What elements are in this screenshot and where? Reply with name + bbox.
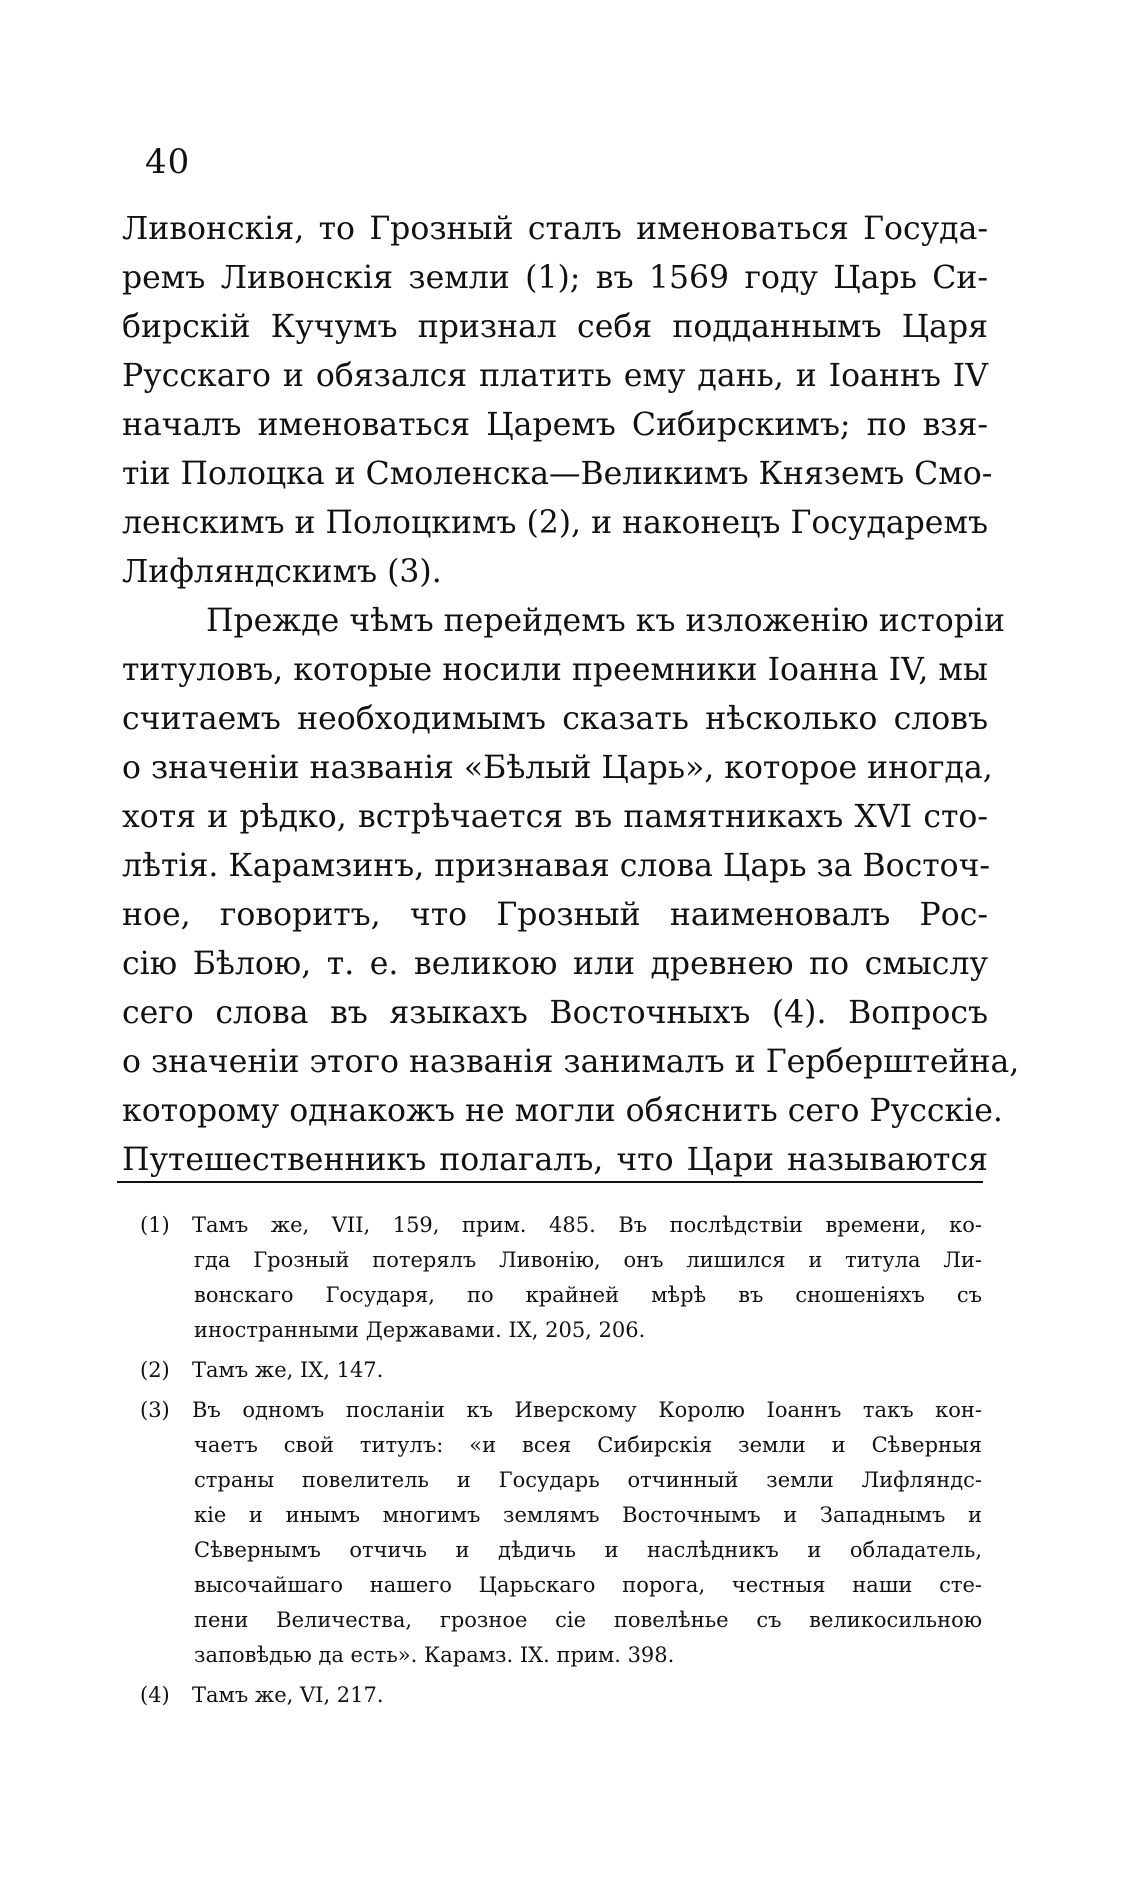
body-line: Русскаго и обязался платить ему дань, и Іоаннъ IV: [122, 358, 988, 394]
footnote-divider: [117, 1181, 983, 1183]
footnote: [140, 1353, 982, 1388]
footnote-line: страны повелитель и Государь отчинный земли Лифляндс-: [194, 1468, 982, 1492]
footnote-line: вонскаго Государя, по крайней мѣрѣ въ сношеніяхъ съ: [194, 1283, 982, 1307]
body-line: сію Бѣлою, т. е. великою или древнею по смыслу: [122, 946, 988, 982]
body-line: началъ именоваться Царемъ Сибирскимъ; по взя-: [122, 407, 988, 443]
footnote-line: гда Грозный потерялъ Ливонію, онъ лишился и титула Ли-: [194, 1248, 982, 1272]
footnote-number: (1): [140, 1213, 170, 1237]
footnotes: [140, 1208, 982, 1718]
body-line: тіи Полоцка и Смоленска—Великимъ Княземъ Смо-: [122, 456, 993, 492]
footnote: [140, 1393, 982, 1673]
body-line: Прежде чѣмъ перейдемъ къ изложенію исторіи: [206, 603, 1005, 639]
body-line: Ливонскія, то Грозный сталъ именоваться Госуда-: [122, 211, 988, 247]
footnote-line: Сѣвернымъ отчичь и дѣдичь и наслѣдникъ и обладатель,: [194, 1538, 982, 1562]
body-line: которому однакожъ не могли обяснить сего Русскіе.: [122, 1093, 1003, 1129]
body-line: сего слова въ языкахъ Восточныхъ (4). Вопросъ: [122, 995, 988, 1031]
body-line: ное, говоритъ, что Грозный наименовалъ Рос-: [122, 897, 988, 933]
footnote-line: заповѣдью да есть». Карамз. IX. прим. 398.: [194, 1643, 675, 1667]
footnote-line: Въ одномъ посланіи къ Иверскому Королю Іоаннъ такъ кон-: [192, 1398, 982, 1422]
footnote-line: чаетъ свой титулъ: «и всея Сибирскія земли и Сѣверныя: [194, 1433, 982, 1457]
body-line: Путешественникъ полагалъ, что Цари называются: [122, 1142, 988, 1178]
footnote: [140, 1678, 982, 1713]
footnote-line: Тамъ же, IX, 147.: [192, 1358, 384, 1382]
body-line: бирскій Кучумъ признал себя подданнымъ Царя: [122, 309, 988, 345]
footnote-line: кіе и инымъ многимъ землямъ Восточнымъ и Западнымъ и: [194, 1503, 982, 1527]
body-line: ленскимъ и Полоцкимъ (2), и наконецъ Государемъ: [122, 505, 988, 541]
footnote-line: Тамъ же, VII, 159, прим. 485. Въ послѣдствіи времени, ко-: [192, 1213, 982, 1237]
footnote-line: пени Величества, грозное сіе повелѣнье съ великосильною: [194, 1608, 982, 1632]
body-line: хотя и рѣдко, встрѣчается въ памятникахъ XVI сто-: [122, 799, 988, 835]
body-line: ремъ Ливонскія земли (1); въ 1569 году Царь Си-: [122, 260, 988, 296]
body-line: о значеніи этого названія занималъ и Герберштейна,: [122, 1044, 1020, 1080]
footnote-number: (3): [140, 1398, 170, 1422]
footnote-line: иностранными Державами. IX, 205, 206.: [194, 1318, 646, 1342]
body-line: считаемъ необходимымъ сказать нѣсколько словъ: [122, 701, 988, 737]
body-line: Лифляндскимъ (3).: [122, 554, 442, 590]
body-line: титуловъ, которые носили преемники Іоанна IV, мы: [122, 652, 988, 688]
footnote-number: (2): [140, 1358, 170, 1382]
footnote-line: высочайшаго нашего Царьскаго порога, честныя наши сте-: [194, 1573, 982, 1597]
body-line: о значеніи названія «Бѣлый Царь», которое иногда,: [122, 750, 993, 786]
page-number: 40: [145, 142, 191, 182]
footnote-number: (4): [140, 1683, 170, 1707]
body-line: лѣтія. Карамзинъ, признавая слова Царь за Восточ-: [122, 848, 991, 884]
footnote-line: Тамъ же, VI, 217.: [192, 1683, 384, 1707]
body-text: [122, 205, 1020, 1185]
footnote: [140, 1208, 982, 1348]
